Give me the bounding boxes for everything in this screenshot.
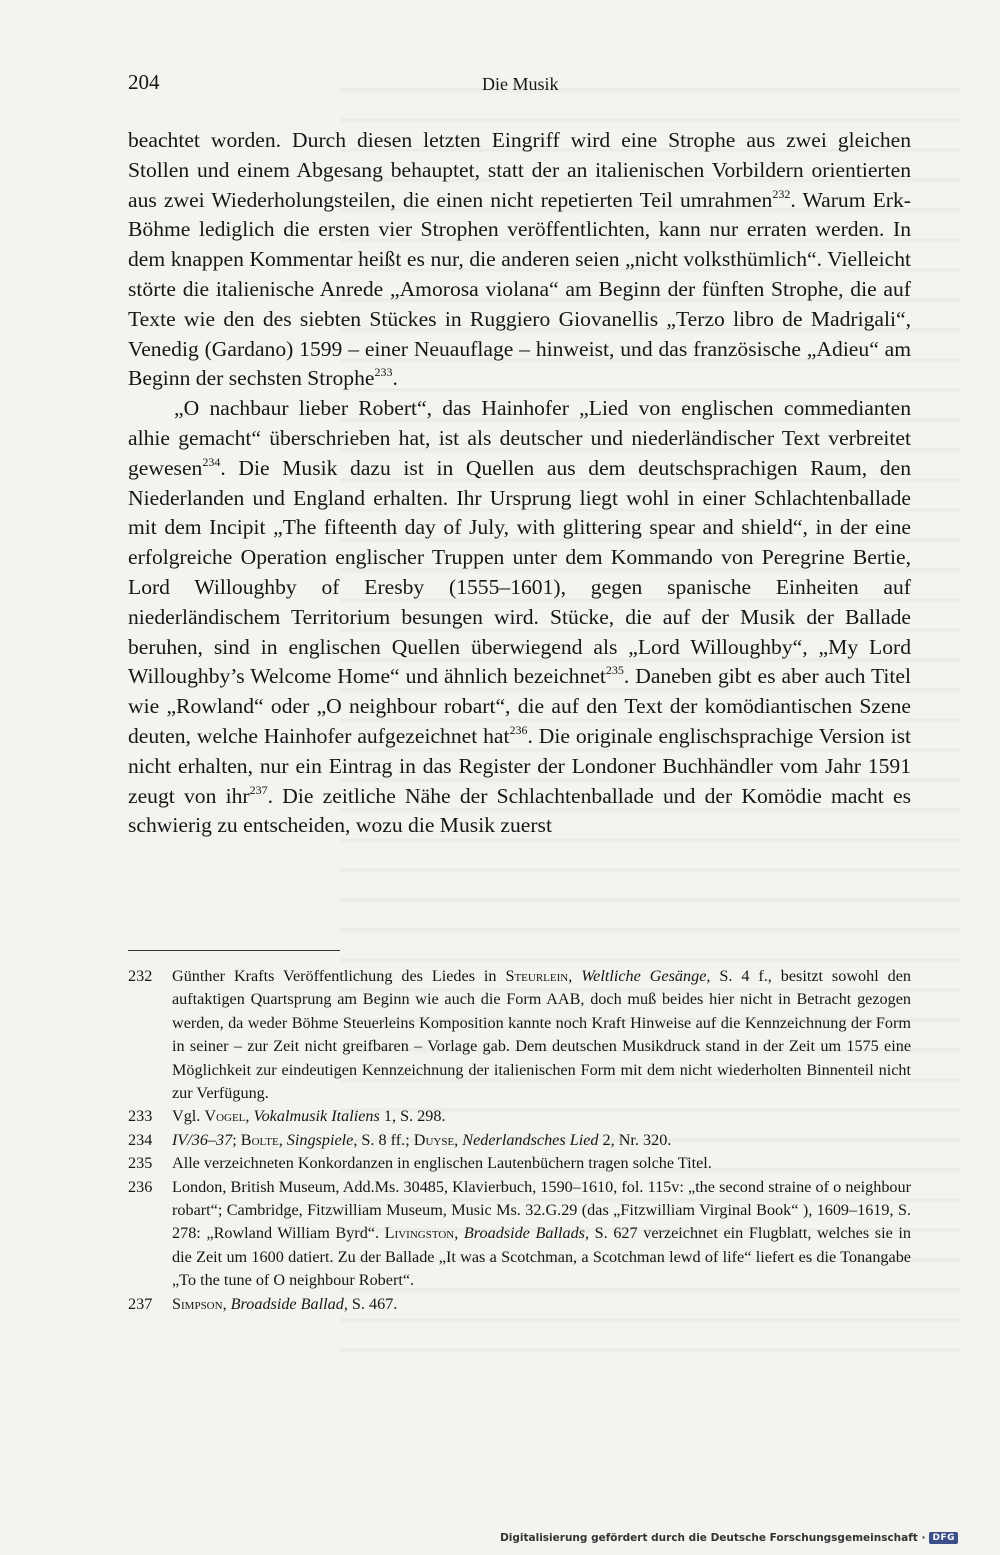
text-run: beachtet worden. Durch diesen letzten Eingriff wird eine Strophe aus zwei gleichen Stollen und einem Abgesang behauptet, statt der an italienischen Vorbildern orientierten aus zwei Wiederholungsteilen, die einen nicht repetierten Teil umrahmen	[128, 128, 911, 212]
author-name: Vogel	[204, 1107, 246, 1126]
footnote-ref: 232	[772, 186, 791, 201]
footnote-separator	[128, 950, 340, 951]
author-name: Bolte	[240, 1130, 279, 1149]
footnote-number: 234	[128, 1130, 153, 1149]
main-text	[128, 126, 911, 841]
text-run: . Die zeitliche Nähe der Schlachtenballade und der Komödie macht es schwierig zu entscheiden, wozu die Musik zuerst	[128, 783, 912, 838]
text-run: , S. 4 f., besitzt sowohl den auftaktigen Quartsprung am Beginn wie auch die Form AAB, doch muß beides hier nicht in Betracht gezogen werden, da weder Böhme Steuerleins Komposition kannte noch Kraft Hinweise auf die Kennzeichnung der Form in seiner – zur Zeit nicht greifbaren – Vorlage gab. Dem deutschen Musikdruck stand in der Zeit um 1575 eine Möglichkeit zur eindeutigen Kennzeichnung der italienischen Form mit dem nicht wiederholten Binnenteil nicht zur Verfügung.	[172, 967, 911, 1103]
text-run: ,	[278, 1130, 287, 1149]
running-head: Die Musik	[482, 74, 559, 94]
paragraph	[128, 126, 911, 394]
footnote-number: 232	[128, 967, 153, 985]
footnote-235	[128, 1152, 911, 1175]
text-run: . Daneben gibt es aber auch Titel wie „Rowland“ oder „O neighbour robart“, die auf den Text der komödiantischen Szene deuten, welche Hainhofer aufgezeichnet hat	[128, 664, 911, 748]
author-name: Duyse	[413, 1130, 455, 1149]
text-run: ,	[454, 1130, 463, 1149]
text-run: ;	[232, 1130, 241, 1149]
text-run: . Die originale englischsprachige Version ist nicht erhalten, nur ein Eintrag in das Register der Londoner Buchhändler vom Jahr 1591 zeugt von ihr	[128, 723, 911, 808]
author-name: Livingston	[384, 1224, 455, 1243]
footnote-234	[128, 1129, 911, 1152]
footnote-number: 235	[128, 1154, 153, 1173]
dfg-logo: DFG	[929, 1532, 958, 1544]
paragraph	[128, 394, 911, 841]
footnote-text	[172, 1176, 911, 1293]
work-title: Nederlandsches Lied	[462, 1130, 599, 1149]
footnote-ref: 234	[202, 454, 221, 469]
footnote-237	[128, 1293, 911, 1316]
footnote-text	[172, 1129, 911, 1152]
footnote-233	[128, 1105, 911, 1128]
credit-text: Digitalisierung gefördert durch die Deutsche Forschungsgemeinschaft ·	[500, 1532, 926, 1544]
text-run: 2, Nr. 320.	[598, 1130, 672, 1149]
text-run: . Die Musik dazu ist in Quellen aus dem deutschsprachigen Raum, den Niederlanden und England erhalten. Ihr Ursprung liegt wohl in einer Schlachtenballade mit dem Incipit „The fifteenth day of July, with glittering spear and shield“, in der eine erfolgreiche Operation englischer Truppen unter dem Kommando von Peregrine Bertie, Lord Willoughby of Eresby (1555–1601), gegen spanische Einheiten auf niederländischem Territorium besungen wird. Stücke, die auf der Musik der Ballade beruhen, sind in englischen Quellen überwiegend als „Lord Willoughby“, „My Lord Willoughby’s Welcome Home“ und ähnlich bezeichnet	[128, 455, 911, 689]
footnotes	[128, 965, 911, 1316]
footnote-ref: 233	[374, 365, 393, 380]
work-title: Broadside Ballads	[463, 1224, 585, 1243]
text-run: ,	[245, 1107, 254, 1126]
text-run: . Warum Erk-Böhme lediglich die ersten vier Strophen veröffentlichten, kann nur erraten werden. In dem knappen Kommentar heißt es nur, die anderen seien „nicht volksthümlich“. Vielleicht störte die italienische Anrede „Amorosa violana“ am Beginn der fünften Strophe, die auf Texte wie den des siebten Stückes in Ruggiero Giovanellis „Terzo libro de Madrigali“, Venedig (Gardano) 1599 – einer Neuauflage – hinweist, und das französische „Adieu“ am Beginn der sechsten Strophe	[128, 187, 911, 391]
work-title: Vokalmusik Italiens	[253, 1107, 380, 1126]
text-run: Vgl.	[172, 1107, 205, 1126]
footnote-ref: 235	[605, 663, 624, 678]
text-run: „O nachbaur lieber Robert“, das Hainhofer „Lied von englischen commedianten alhie gemacht“ überschrieben hat, ist als deutscher und niederländischer Text verbreitet gewesen	[128, 396, 911, 480]
text-run: , S. 467.	[343, 1294, 398, 1313]
footnote-number: 233	[128, 1107, 153, 1126]
work-title: Weltliche Gesänge	[581, 967, 707, 985]
footnote-text: Alle verzeichneten Konkordanzen in englischen Lautenbüchern tragen solche Titel.	[172, 1154, 712, 1173]
footnote-ref: 236	[509, 722, 528, 737]
text-run: London, British Museum, Add.Ms. 30485, Klavierbuch, 1590–1610, fol. 115v: „the second straine of o neighbour robart“; Cambridge, Fitzwilliam Museum, Music Ms. 32.G.29 (das „Fitzwilliam Virginal Book“ ), 1609–1619, S. 278: „Rowland William Byrd“.	[172, 1177, 911, 1243]
footnote-236	[128, 1176, 911, 1293]
text-run: ,	[454, 1224, 464, 1243]
text-run: 1, S. 298.	[379, 1107, 446, 1126]
source-reference: IV/36–37	[172, 1130, 233, 1149]
author-name: Steurlein	[505, 967, 569, 985]
footnote-text	[172, 1293, 911, 1316]
footnote-ref: 237	[249, 782, 268, 797]
footnote-text: Günther Krafts Veröffentlichung des Liedes in Steurlein, Weltliche Gesänge, S. 4 f., besitzt sowohl den auftaktigen Quartsprung am Beginn wie auch die Form AAB, doch muß beides hier nicht in Betracht gezogen werden, da weder Böhme Steuerleins Komposition kannte noch Kraft Hinweise auf die Kennzeichnung der Form in seiner – zur Zeit nicht greifbaren – Vorlage gab. Dem deutschen Musikdruck stand in der Zeit um 1575 eine Möglichkeit zur eindeutigen Kennzeichnung der italienischen Form mit dem nicht wiederholten Binnenteil nicht zur Verfügung.	[172, 967, 911, 1103]
footnote-number: 237	[128, 1294, 153, 1313]
text-run: , S. 627 verzeichnet ein Flugblatt, welches sie in die Zeit um 1600 datiert. Zu der Ballade „It was a Scotchman, a Scotchman lewd of life“ liefert es die Tonangabe „To the tune of O neighbour Robert“.	[172, 1224, 911, 1290]
footnote-232	[128, 965, 911, 1105]
footnote-number: 236	[128, 1177, 153, 1196]
work-title: Singspiele	[286, 1130, 354, 1149]
text-run: Günther Krafts Veröffentlichung des Liedes in	[172, 967, 506, 985]
footnote-text	[172, 1105, 911, 1128]
text-run: , S. 8 ff.;	[353, 1130, 414, 1149]
page-number: 204	[128, 70, 160, 94]
text-run: ,	[222, 1294, 231, 1313]
author-name: Simpson	[172, 1294, 223, 1313]
text-run: .	[392, 366, 398, 391]
digitization-credit	[500, 1532, 958, 1544]
work-title: Broadside Ballad	[230, 1294, 344, 1313]
